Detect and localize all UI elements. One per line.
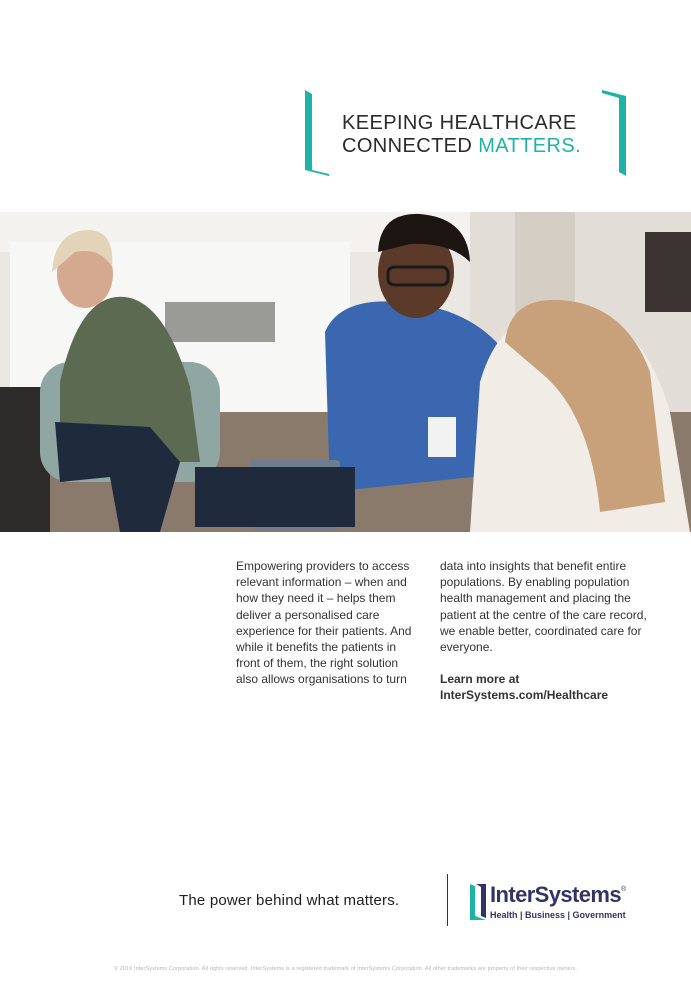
clinician-with-patients-image <box>0 212 691 532</box>
intersystems-logo-icon <box>470 884 486 920</box>
tagline: The power behind what matters. <box>179 892 400 909</box>
footer-divider <box>447 874 448 926</box>
headline-line-1: KEEPING HEALTHCARE <box>342 112 577 134</box>
logo-wordmark <box>490 882 626 908</box>
body-paragraph-2: data into insights that benefit entire populations. By enabling population health management and placing the patient at the centre of the care record, we enable better, coordinated care for everyone. <box>440 559 647 655</box>
headline-accent: MATTERS. <box>478 135 582 157</box>
legal-notice: © 2019 InterSystems Corporation. All rights reserved. InterSystems is a registered trademark of InterSystems Corporation. All other trademarks are property of their respective owners. <box>113 966 578 972</box>
logo-registered-mark: ® <box>620 886 626 893</box>
logo-subtitle: Health | Business | Government <box>490 910 626 920</box>
body-paragraph-1: Empowering providers to access relevant information – when and how they need it – helps them deliver a personalised care experience for their patients. And while it benefits the patients in front of them, the right solution also allows organisations to turn <box>236 559 412 687</box>
learn-more-url[interactable]: InterSystems.com/Healthcare <box>440 688 609 703</box>
logo-name-text: InterSystems <box>490 882 621 907</box>
headline <box>342 112 581 158</box>
left-bracket-icon <box>305 90 329 176</box>
headline-line-2: CONNECTED <box>342 135 479 157</box>
learn-more-label: Learn more at <box>440 672 520 687</box>
right-bracket-icon <box>602 90 626 176</box>
body-column-2 <box>440 558 650 704</box>
body-column-1 <box>236 558 416 688</box>
learn-more-link[interactable] <box>440 671 650 703</box>
